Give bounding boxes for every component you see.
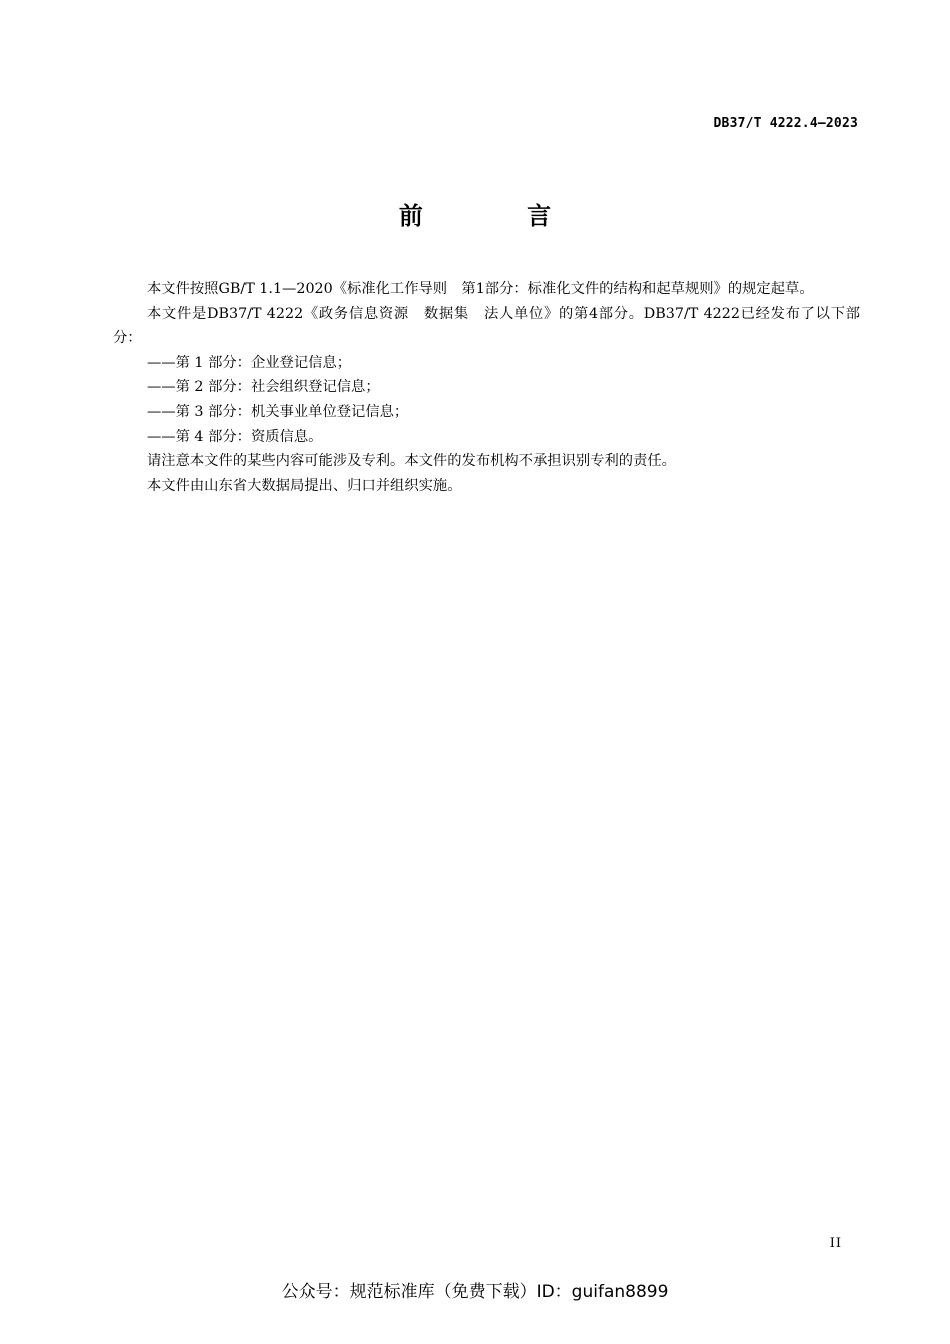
paragraph-drafting-rules: 本文件按照GB/T 1.1—2020《标准化工作导则 第1部分：标准化文件的结构和起草规则》的规定起草。 (147, 281, 814, 297)
list-item-part-4: ——第 4 部分：资质信息。 (147, 428, 323, 445)
page-title: 前 言 (398, 202, 600, 230)
paragraph-patent-notice: 请注意本文件的某些内容可能涉及专利。本文件的发布机构不承担识别专利的责任。 (147, 453, 676, 470)
paragraph-proposer: 本文件由山东省大数据局提出、归口并组织实施。 (147, 477, 462, 494)
page-number: II (829, 1236, 842, 1251)
body-content (113, 277, 860, 498)
list-item-part-1: ——第 1 部分：企业登记信息； (147, 354, 352, 371)
list-item-part-3: ——第 3 部分：机关事业单位登记信息； (147, 403, 409, 420)
list-item-part-2: ——第 2 部分：社会组织登记信息； (147, 379, 380, 396)
watermark-text: 公众号：规范标准库（免费下载）ID：guifan8899 (281, 1282, 669, 1302)
document-code: DB37/T 4222.4—2023 (713, 116, 858, 131)
paragraph-series-parts: 本文件是DB37/T 4222《政务信息资源 数据集 法人单位》的第4部分。DB37/T 4222已经发布了以下部分： (113, 305, 860, 347)
